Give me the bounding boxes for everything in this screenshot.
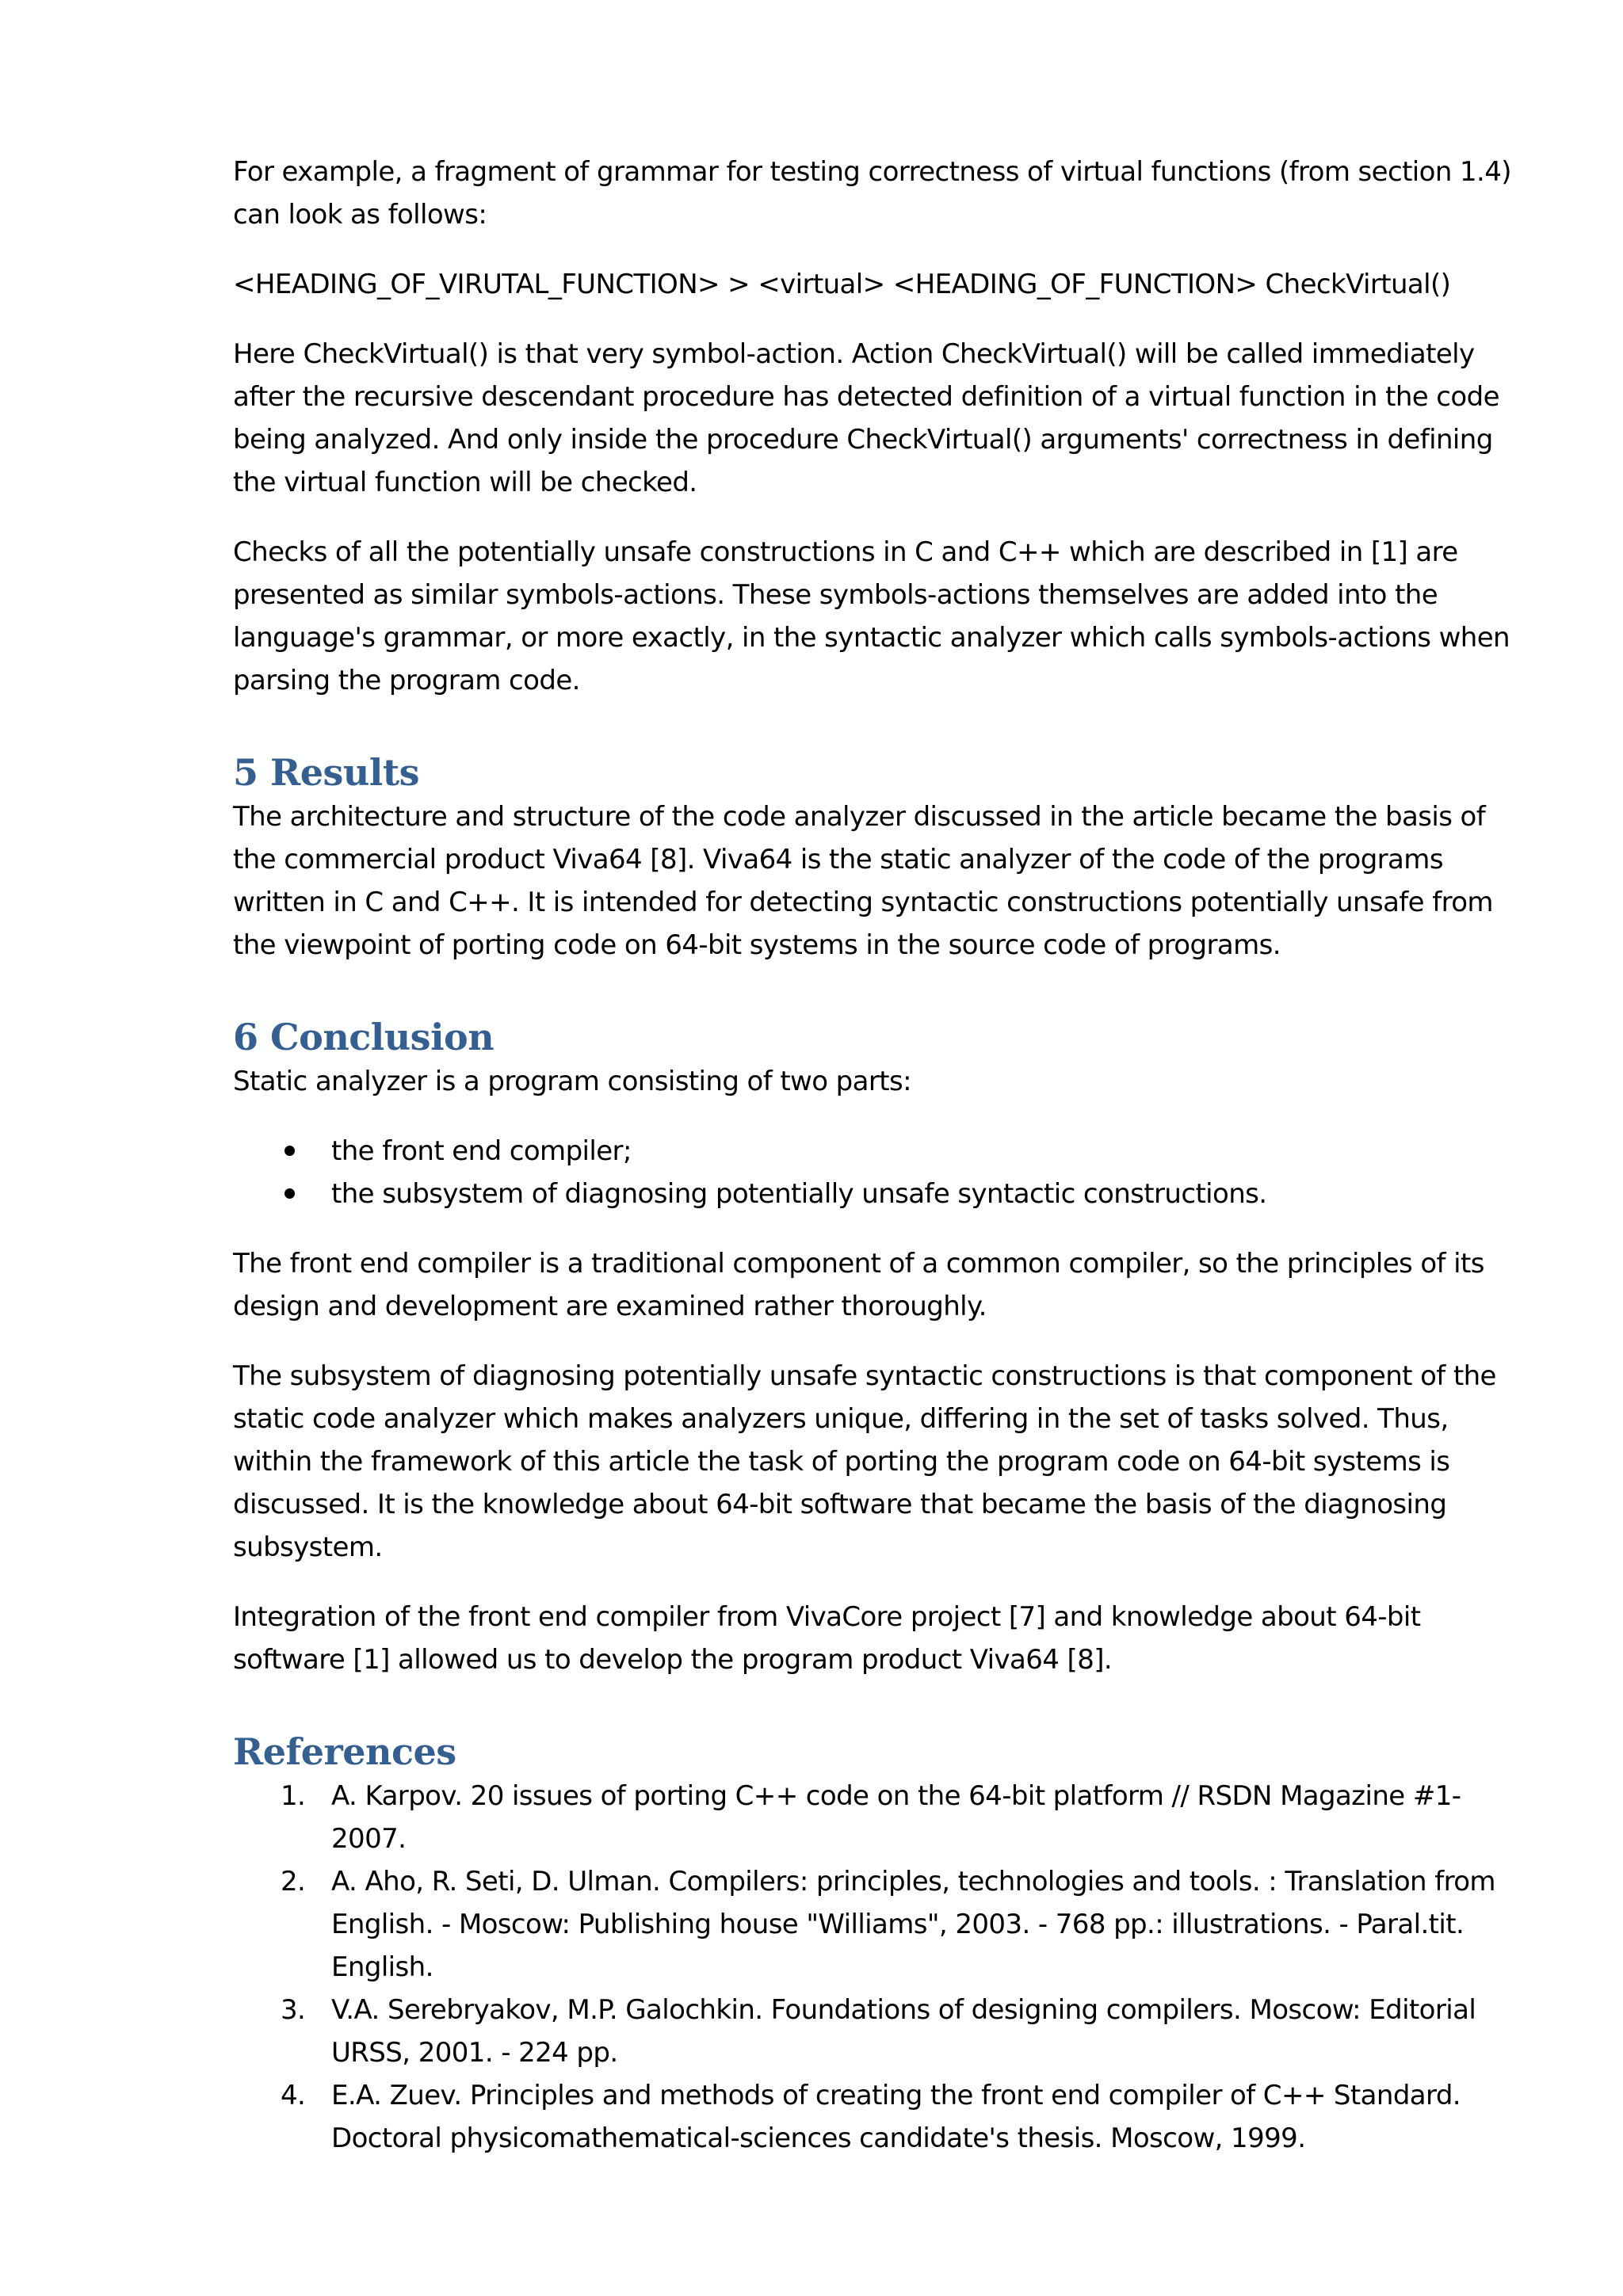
reference-text: V.A. Serebryakov, M.P. Galochkin. Foundations of designing compilers. Moscow: Editorial URSS, 2001. - 224 pp.: [331, 1994, 1476, 2069]
conclusion-paragraph-3: The subsystem of diagnosing potentially unsafe syntactic constructions is that component of the static code analyzer which makes analyzers unique, differing in the set of tasks solved. Thus, within the framework of this article the task of porting the program code on 64-bit systems is discussed. It is the knowledge about 64-bit software that became the basis of the diagnosing subsystem.: [233, 1360, 1496, 1563]
results-heading: 5 Results: [233, 751, 419, 794]
list-item: [233, 1173, 1525, 1215]
results-paragraph: The architecture and structure of the code analyzer discussed in the article became the basis of the commercial product Viva64 [8]. Viva64 is the static analyzer of the code of the programs written in C and C++. It is intended for detecting syntactic constructions potentially unsafe from the viewpoint of porting code on 64-bit systems in the source code of programs.: [233, 801, 1493, 961]
conclusion-paragraph-4: Integration of the front end compiler from VivaCore project [7] and knowledge about 64-bit software [1] allowed us to develop the program product Viva64 [8].: [233, 1601, 1421, 1676]
intro-paragraph-1: For example, a fragment of grammar for testing correctness of virtual functions (from section 1.4) can look as follows:: [233, 156, 1511, 231]
conclusion-heading: 6 Conclusion: [233, 1016, 495, 1058]
reference-text: A. Karpov. 20 issues of porting C++ code on the 64-bit platform // RSDN Magazine #1-2007.: [331, 1780, 1461, 1855]
reference-item: [233, 1860, 1525, 1989]
list-item-text: the front end compiler;: [331, 1135, 632, 1167]
references-list: [233, 1775, 1525, 2160]
reference-number: 1.: [281, 1780, 306, 1812]
conclusion-bullet-list: [233, 1130, 1525, 1215]
reference-number: 3.: [281, 1994, 306, 2026]
reference-text: A. Aho, R. Seti, D. Ulman. Compilers: principles, technologies and tools. : Translation from English. - Moscow: Publishing house "Williams", 2003. - 768 pp.: illustrations. - Paral.tit. English.: [331, 1866, 1495, 1983]
grammar-rule: <HEADING_OF_VIRUTAL_FUNCTION> > <virtual> <HEADING_OF_FUNCTION> CheckVirtual(): [233, 269, 1451, 300]
list-item: [233, 1130, 1525, 1173]
intro-paragraph-2: Here CheckVirtual() is that very symbol-action. Action CheckVirtual() will be called immediately after the recursive descendant procedure has detected definition of a virtual function in the code being analyzed. And only inside the procedure CheckVirtual() arguments' correctness in defining the virtual function will be checked.: [233, 338, 1499, 498]
reference-number: 2.: [281, 1866, 306, 1897]
bullet-icon: [285, 1146, 295, 1156]
list-item-text: the subsystem of diagnosing potentially unsafe syntactic constructions.: [331, 1178, 1267, 1210]
conclusion-paragraph-2: The front end compiler is a traditional component of a common compiler, so the principles of its design and development are examined rather thoroughly.: [233, 1248, 1484, 1322]
document-page: [233, 151, 1525, 2160]
reference-number: 4.: [281, 2080, 306, 2111]
reference-text: E.A. Zuev. Principles and methods of creating the front end compiler of C++ Standard. Doctoral physicomathematical-sciences candidate's thesis. Moscow, 1999.: [331, 2080, 1461, 2154]
references-heading: References: [233, 1730, 456, 1773]
conclusion-paragraph-1: Static analyzer is a program consisting of two parts:: [233, 1066, 911, 1097]
intro-paragraph-3: Checks of all the potentially unsafe constructions in C and C++ which are described in [1] are presented as similar symbols-actions. These symbols-actions themselves are added into the language's grammar, or more exactly, in the syntactic analyzer which calls symbols-actions when parsing the program code.: [233, 536, 1510, 696]
reference-item: [233, 1775, 1525, 1860]
reference-item: [233, 2074, 1525, 2160]
bullet-icon: [285, 1188, 295, 1199]
reference-item: [233, 1989, 1525, 2074]
